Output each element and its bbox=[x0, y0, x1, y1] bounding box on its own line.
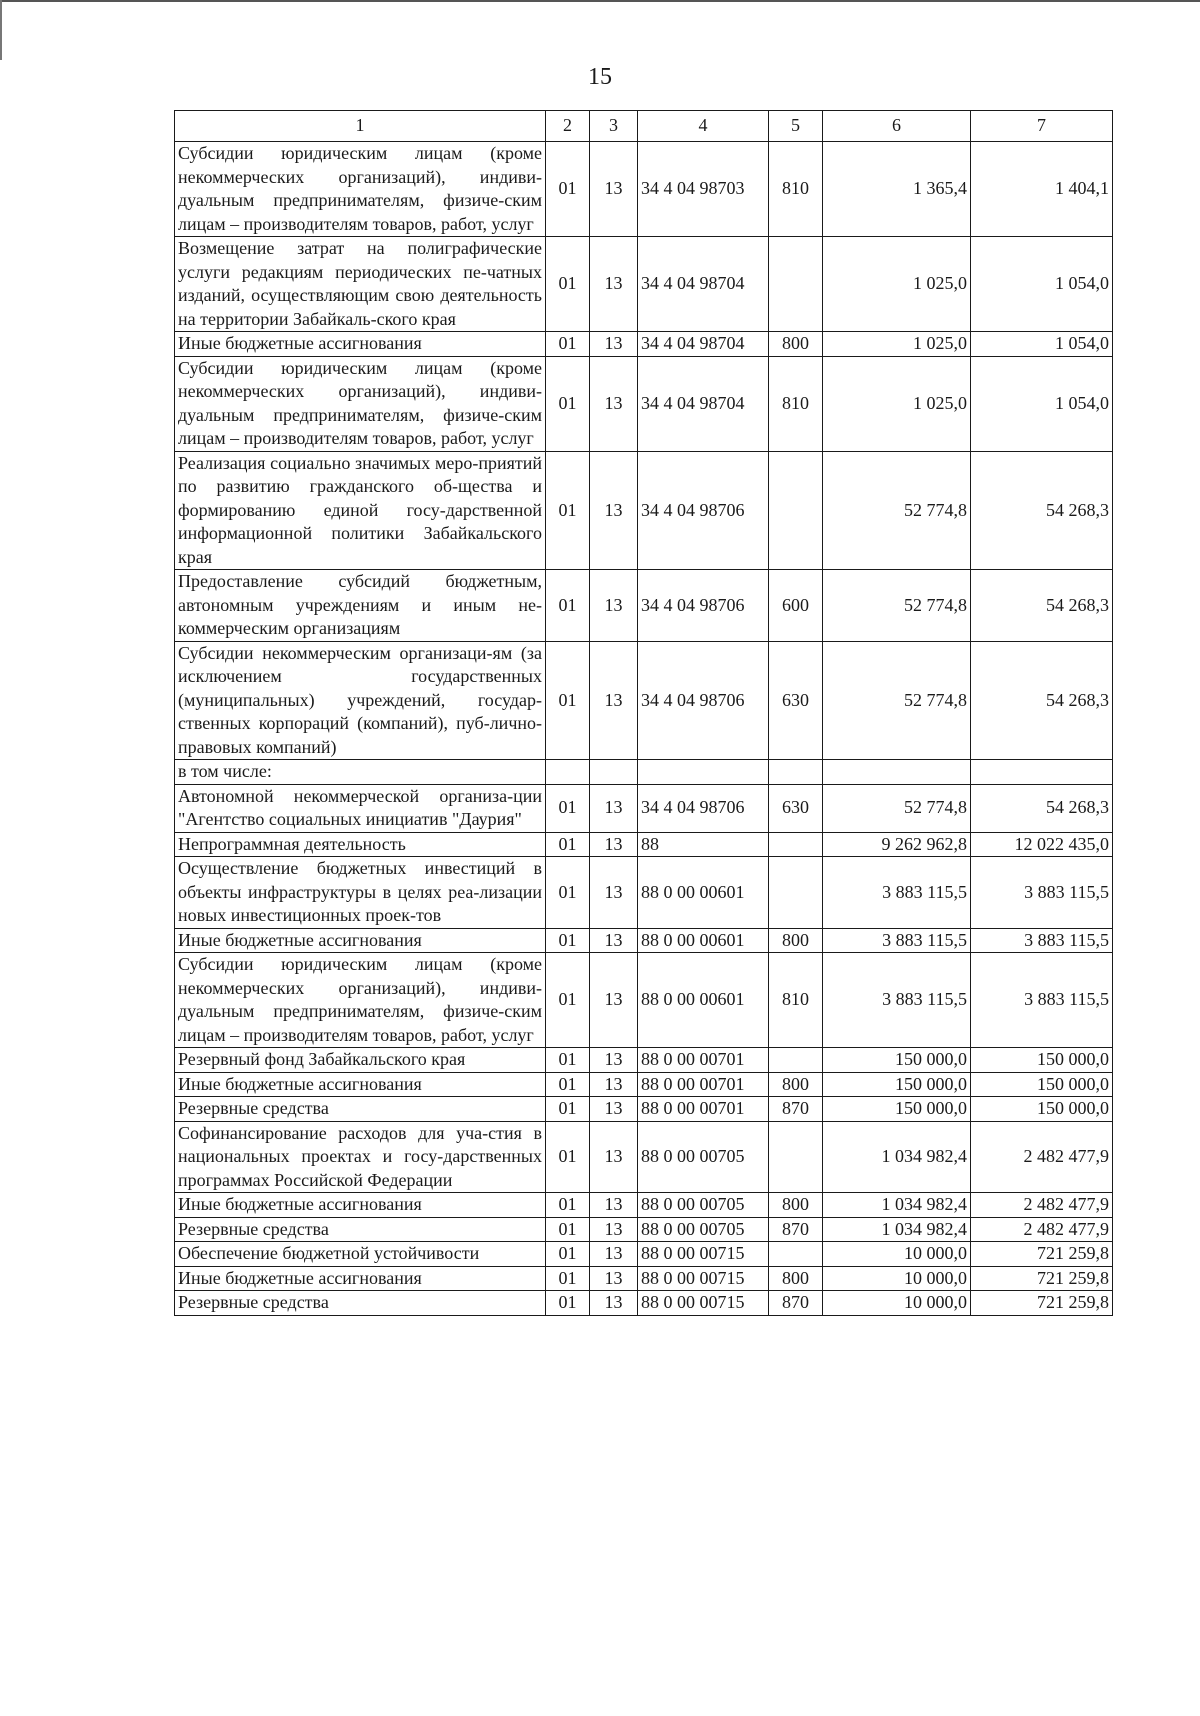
row-section-cell: 01 bbox=[546, 1266, 590, 1291]
scan-edge-mark bbox=[0, 0, 2, 60]
row-name-cell: Иные бюджетные ассигнования bbox=[175, 332, 546, 357]
row-target-code-cell: 34 4 04 98704 bbox=[638, 332, 769, 357]
header-col-5: 5 bbox=[769, 111, 823, 142]
row-expense-type-cell: 870 bbox=[769, 1217, 823, 1242]
row-amount-year2-cell: 721 259,8 bbox=[971, 1266, 1113, 1291]
row-amount-year2-cell: 12 022 435,0 bbox=[971, 832, 1113, 857]
row-expense-type-cell: 630 bbox=[769, 784, 823, 832]
row-amount-year2-cell: 54 268,3 bbox=[971, 570, 1113, 642]
row-subsection-cell: 13 bbox=[590, 1121, 638, 1193]
row-subsection-cell: 13 bbox=[590, 1217, 638, 1242]
table-row bbox=[175, 142, 1113, 237]
row-amount-year2-cell: 721 259,8 bbox=[971, 1242, 1113, 1267]
row-target-code-cell: 34 4 04 98706 bbox=[638, 451, 769, 570]
row-amount-year1-cell: 10 000,0 bbox=[823, 1266, 971, 1291]
row-section-cell bbox=[546, 760, 590, 785]
row-subsection-cell: 13 bbox=[590, 928, 638, 953]
row-amount-year1-cell: 1 025,0 bbox=[823, 332, 971, 357]
row-target-code-cell: 88 0 00 00705 bbox=[638, 1193, 769, 1218]
row-subsection-cell: 13 bbox=[590, 1291, 638, 1316]
header-col-3: 3 bbox=[590, 111, 638, 142]
row-target-code-cell: 88 0 00 00701 bbox=[638, 1097, 769, 1122]
row-name-cell: Реализация социально значимых меро-приятий по развитию гражданского об-щества и формированию единой госу-дарственной информационной политики Забайкальского края bbox=[175, 451, 546, 570]
row-section-cell: 01 bbox=[546, 1242, 590, 1267]
row-target-code-cell: 88 0 00 00705 bbox=[638, 1217, 769, 1242]
table-row bbox=[175, 332, 1113, 357]
row-expense-type-cell bbox=[769, 760, 823, 785]
row-amount-year2-cell: 150 000,0 bbox=[971, 1097, 1113, 1122]
row-name-cell: Иные бюджетные ассигнования bbox=[175, 928, 546, 953]
row-name-cell: Иные бюджетные ассигнования bbox=[175, 1266, 546, 1291]
table-row bbox=[175, 1121, 1113, 1193]
row-expense-type-cell: 800 bbox=[769, 1266, 823, 1291]
row-section-cell: 01 bbox=[546, 1193, 590, 1218]
row-amount-year2-cell: 3 883 115,5 bbox=[971, 857, 1113, 929]
row-section-cell: 01 bbox=[546, 356, 590, 451]
row-amount-year1-cell: 52 774,8 bbox=[823, 784, 971, 832]
row-subsection-cell: 13 bbox=[590, 641, 638, 760]
row-amount-year2-cell: 1 054,0 bbox=[971, 237, 1113, 332]
row-name-cell: Субсидии юридическим лицам (кроме некоммерческих организаций), индиви-дуальным предпринимателям, физиче-ским лицам – производителям товаров, работ, услуг bbox=[175, 356, 546, 451]
table-header bbox=[175, 111, 1113, 142]
row-amount-year1-cell: 1 365,4 bbox=[823, 142, 971, 237]
row-amount-year2-cell: 721 259,8 bbox=[971, 1291, 1113, 1316]
row-subsection-cell: 13 bbox=[590, 1193, 638, 1218]
row-amount-year1-cell: 150 000,0 bbox=[823, 1048, 971, 1073]
row-subsection-cell: 13 bbox=[590, 832, 638, 857]
scan-edge-line bbox=[0, 0, 1200, 2]
row-expense-type-cell: 810 bbox=[769, 142, 823, 237]
row-expense-type-cell: 800 bbox=[769, 1193, 823, 1218]
row-target-code-cell: 34 4 04 98703 bbox=[638, 142, 769, 237]
row-amount-year1-cell: 1 025,0 bbox=[823, 237, 971, 332]
row-section-cell: 01 bbox=[546, 451, 590, 570]
row-expense-type-cell bbox=[769, 1242, 823, 1267]
header-col-2: 2 bbox=[546, 111, 590, 142]
row-amount-year1-cell: 9 262 962,8 bbox=[823, 832, 971, 857]
row-amount-year2-cell: 3 883 115,5 bbox=[971, 928, 1113, 953]
row-name-cell: Предоставление субсидий бюджетным, автономным учреждениям и иным не-коммерческим организациям bbox=[175, 570, 546, 642]
table-row bbox=[175, 928, 1113, 953]
row-expense-type-cell bbox=[769, 237, 823, 332]
header-col-4: 4 bbox=[638, 111, 769, 142]
table-row bbox=[175, 1242, 1113, 1267]
row-section-cell: 01 bbox=[546, 1121, 590, 1193]
header-col-7: 7 bbox=[971, 111, 1113, 142]
row-section-cell: 01 bbox=[546, 641, 590, 760]
row-name-cell: Непрограммная деятельность bbox=[175, 832, 546, 857]
row-amount-year2-cell: 54 268,3 bbox=[971, 641, 1113, 760]
row-amount-year1-cell: 10 000,0 bbox=[823, 1291, 971, 1316]
row-section-cell: 01 bbox=[546, 237, 590, 332]
row-subsection-cell: 13 bbox=[590, 237, 638, 332]
row-expense-type-cell bbox=[769, 1121, 823, 1193]
row-subsection-cell: 13 bbox=[590, 1048, 638, 1073]
row-expense-type-cell: 870 bbox=[769, 1291, 823, 1316]
row-name-cell: Резервные средства bbox=[175, 1217, 546, 1242]
row-target-code-cell: 88 0 00 00705 bbox=[638, 1121, 769, 1193]
row-name-cell: Резервные средства bbox=[175, 1291, 546, 1316]
table-row bbox=[175, 1097, 1113, 1122]
row-target-code-cell: 88 0 00 00701 bbox=[638, 1048, 769, 1073]
row-name-cell: Субсидии юридическим лицам (кроме некоммерческих организаций), индиви-дуальным предпринимателям, физиче-ским лицам – производителям товаров, работ, услуг bbox=[175, 142, 546, 237]
row-amount-year2-cell: 1 054,0 bbox=[971, 356, 1113, 451]
table-row bbox=[175, 1266, 1113, 1291]
row-amount-year2-cell: 150 000,0 bbox=[971, 1072, 1113, 1097]
row-amount-year2-cell: 54 268,3 bbox=[971, 451, 1113, 570]
row-amount-year2-cell bbox=[971, 760, 1113, 785]
row-target-code-cell: 88 0 00 00715 bbox=[638, 1291, 769, 1316]
row-section-cell: 01 bbox=[546, 142, 590, 237]
table-row bbox=[175, 857, 1113, 929]
table-row bbox=[175, 1217, 1113, 1242]
row-expense-type-cell bbox=[769, 857, 823, 929]
row-expense-type-cell: 800 bbox=[769, 928, 823, 953]
row-target-code-cell: 88 0 00 00715 bbox=[638, 1242, 769, 1267]
row-amount-year1-cell: 52 774,8 bbox=[823, 451, 971, 570]
row-subsection-cell: 13 bbox=[590, 332, 638, 357]
row-name-cell: Резервный фонд Забайкальского края bbox=[175, 1048, 546, 1073]
row-amount-year1-cell: 3 883 115,5 bbox=[823, 953, 971, 1048]
row-subsection-cell: 13 bbox=[590, 570, 638, 642]
table-row bbox=[175, 1048, 1113, 1073]
row-amount-year1-cell: 52 774,8 bbox=[823, 641, 971, 760]
row-amount-year1-cell: 150 000,0 bbox=[823, 1072, 971, 1097]
row-subsection-cell: 13 bbox=[590, 142, 638, 237]
row-target-code-cell: 88 0 00 00715 bbox=[638, 1266, 769, 1291]
row-amount-year2-cell: 1 054,0 bbox=[971, 332, 1113, 357]
row-amount-year2-cell: 2 482 477,9 bbox=[971, 1217, 1113, 1242]
row-name-cell: Осуществление бюджетных инвестиций в объекты инфраструктуры в целях реа-лизации новых инвестиционных проек-тов bbox=[175, 857, 546, 929]
row-section-cell: 01 bbox=[546, 1217, 590, 1242]
row-amount-year1-cell: 10 000,0 bbox=[823, 1242, 971, 1267]
row-amount-year2-cell: 150 000,0 bbox=[971, 1048, 1113, 1073]
header-col-6: 6 bbox=[823, 111, 971, 142]
row-amount-year1-cell bbox=[823, 760, 971, 785]
row-subsection-cell: 13 bbox=[590, 784, 638, 832]
row-expense-type-cell: 800 bbox=[769, 332, 823, 357]
header-row bbox=[175, 111, 1113, 142]
row-subsection-cell: 13 bbox=[590, 953, 638, 1048]
table-row bbox=[175, 356, 1113, 451]
table-row bbox=[175, 832, 1113, 857]
row-name-cell: Резервные средства bbox=[175, 1097, 546, 1122]
table-row bbox=[175, 570, 1113, 642]
row-section-cell: 01 bbox=[546, 570, 590, 642]
header-col-1: 1 bbox=[175, 111, 546, 142]
row-amount-year2-cell: 1 404,1 bbox=[971, 142, 1113, 237]
row-section-cell: 01 bbox=[546, 332, 590, 357]
row-expense-type-cell: 800 bbox=[769, 1072, 823, 1097]
table-row bbox=[175, 641, 1113, 760]
row-section-cell: 01 bbox=[546, 928, 590, 953]
row-amount-year1-cell: 3 883 115,5 bbox=[823, 928, 971, 953]
row-amount-year1-cell: 1 025,0 bbox=[823, 356, 971, 451]
row-target-code-cell bbox=[638, 760, 769, 785]
row-name-cell: в том числе: bbox=[175, 760, 546, 785]
row-target-code-cell: 34 4 04 98706 bbox=[638, 784, 769, 832]
row-subsection-cell: 13 bbox=[590, 1072, 638, 1097]
row-section-cell: 01 bbox=[546, 784, 590, 832]
row-name-cell: Автономной некоммерческой организа-ции "Агентство социальных инициатив "Даурия" bbox=[175, 784, 546, 832]
row-target-code-cell: 88 0 00 00601 bbox=[638, 928, 769, 953]
row-name-cell: Софинансирование расходов для уча-стия в национальных проектах и госу-дарственных программах Российской Федерации bbox=[175, 1121, 546, 1193]
table-row bbox=[175, 760, 1113, 785]
table-body bbox=[175, 142, 1113, 1316]
row-section-cell: 01 bbox=[546, 1048, 590, 1073]
row-subsection-cell: 13 bbox=[590, 356, 638, 451]
row-amount-year1-cell: 1 034 982,4 bbox=[823, 1121, 971, 1193]
row-amount-year2-cell: 54 268,3 bbox=[971, 784, 1113, 832]
row-target-code-cell: 34 4 04 98706 bbox=[638, 641, 769, 760]
row-target-code-cell: 88 bbox=[638, 832, 769, 857]
row-section-cell: 01 bbox=[546, 857, 590, 929]
row-section-cell: 01 bbox=[546, 953, 590, 1048]
row-subsection-cell: 13 bbox=[590, 1242, 638, 1267]
row-target-code-cell: 34 4 04 98704 bbox=[638, 237, 769, 332]
row-expense-type-cell bbox=[769, 451, 823, 570]
row-amount-year2-cell: 3 883 115,5 bbox=[971, 953, 1113, 1048]
row-subsection-cell: 13 bbox=[590, 1097, 638, 1122]
row-target-code-cell: 88 0 00 00601 bbox=[638, 953, 769, 1048]
row-expense-type-cell: 630 bbox=[769, 641, 823, 760]
row-name-cell: Иные бюджетные ассигнования bbox=[175, 1193, 546, 1218]
row-name-cell: Субсидии некоммерческим организаци-ям (за исключением государственных (муниципальных) учреждений, государ-ственных корпораций (компаний), пуб-лично-правовых компаний) bbox=[175, 641, 546, 760]
page-number: 15 bbox=[588, 64, 612, 90]
row-section-cell: 01 bbox=[546, 1097, 590, 1122]
row-expense-type-cell: 600 bbox=[769, 570, 823, 642]
row-target-code-cell: 88 0 00 00701 bbox=[638, 1072, 769, 1097]
row-name-cell: Субсидии юридическим лицам (кроме некоммерческих организаций), индиви-дуальным предпринимателям, физиче-ским лицам – производителям товаров, работ, услуг bbox=[175, 953, 546, 1048]
row-amount-year1-cell: 1 034 982,4 bbox=[823, 1217, 971, 1242]
table-row bbox=[175, 1193, 1113, 1218]
table-row bbox=[175, 237, 1113, 332]
row-target-code-cell: 34 4 04 98706 bbox=[638, 570, 769, 642]
row-expense-type-cell bbox=[769, 832, 823, 857]
table-row bbox=[175, 1291, 1113, 1316]
row-name-cell: Иные бюджетные ассигнования bbox=[175, 1072, 546, 1097]
row-subsection-cell: 13 bbox=[590, 1266, 638, 1291]
row-amount-year1-cell: 52 774,8 bbox=[823, 570, 971, 642]
row-name-cell: Возмещение затрат на полиграфические услуги редакциям периодических пе-чатных изданий, осуществляющим свою деятельность на территории Забайкаль-ского края bbox=[175, 237, 546, 332]
table-row bbox=[175, 953, 1113, 1048]
row-expense-type-cell: 810 bbox=[769, 953, 823, 1048]
row-expense-type-cell: 810 bbox=[769, 356, 823, 451]
budget-table bbox=[174, 110, 1113, 1316]
row-target-code-cell: 34 4 04 98704 bbox=[638, 356, 769, 451]
row-section-cell: 01 bbox=[546, 832, 590, 857]
row-amount-year1-cell: 150 000,0 bbox=[823, 1097, 971, 1122]
table-row bbox=[175, 784, 1113, 832]
row-expense-type-cell bbox=[769, 1048, 823, 1073]
row-section-cell: 01 bbox=[546, 1072, 590, 1097]
row-amount-year1-cell: 3 883 115,5 bbox=[823, 857, 971, 929]
row-section-cell: 01 bbox=[546, 1291, 590, 1316]
row-name-cell: Обеспечение бюджетной устойчивости bbox=[175, 1242, 546, 1267]
row-subsection-cell: 13 bbox=[590, 451, 638, 570]
table-row bbox=[175, 451, 1113, 570]
row-subsection-cell bbox=[590, 760, 638, 785]
row-amount-year2-cell: 2 482 477,9 bbox=[971, 1121, 1113, 1193]
row-expense-type-cell: 870 bbox=[769, 1097, 823, 1122]
row-amount-year1-cell: 1 034 982,4 bbox=[823, 1193, 971, 1218]
row-amount-year2-cell: 2 482 477,9 bbox=[971, 1193, 1113, 1218]
table-row bbox=[175, 1072, 1113, 1097]
row-subsection-cell: 13 bbox=[590, 857, 638, 929]
row-target-code-cell: 88 0 00 00601 bbox=[638, 857, 769, 929]
